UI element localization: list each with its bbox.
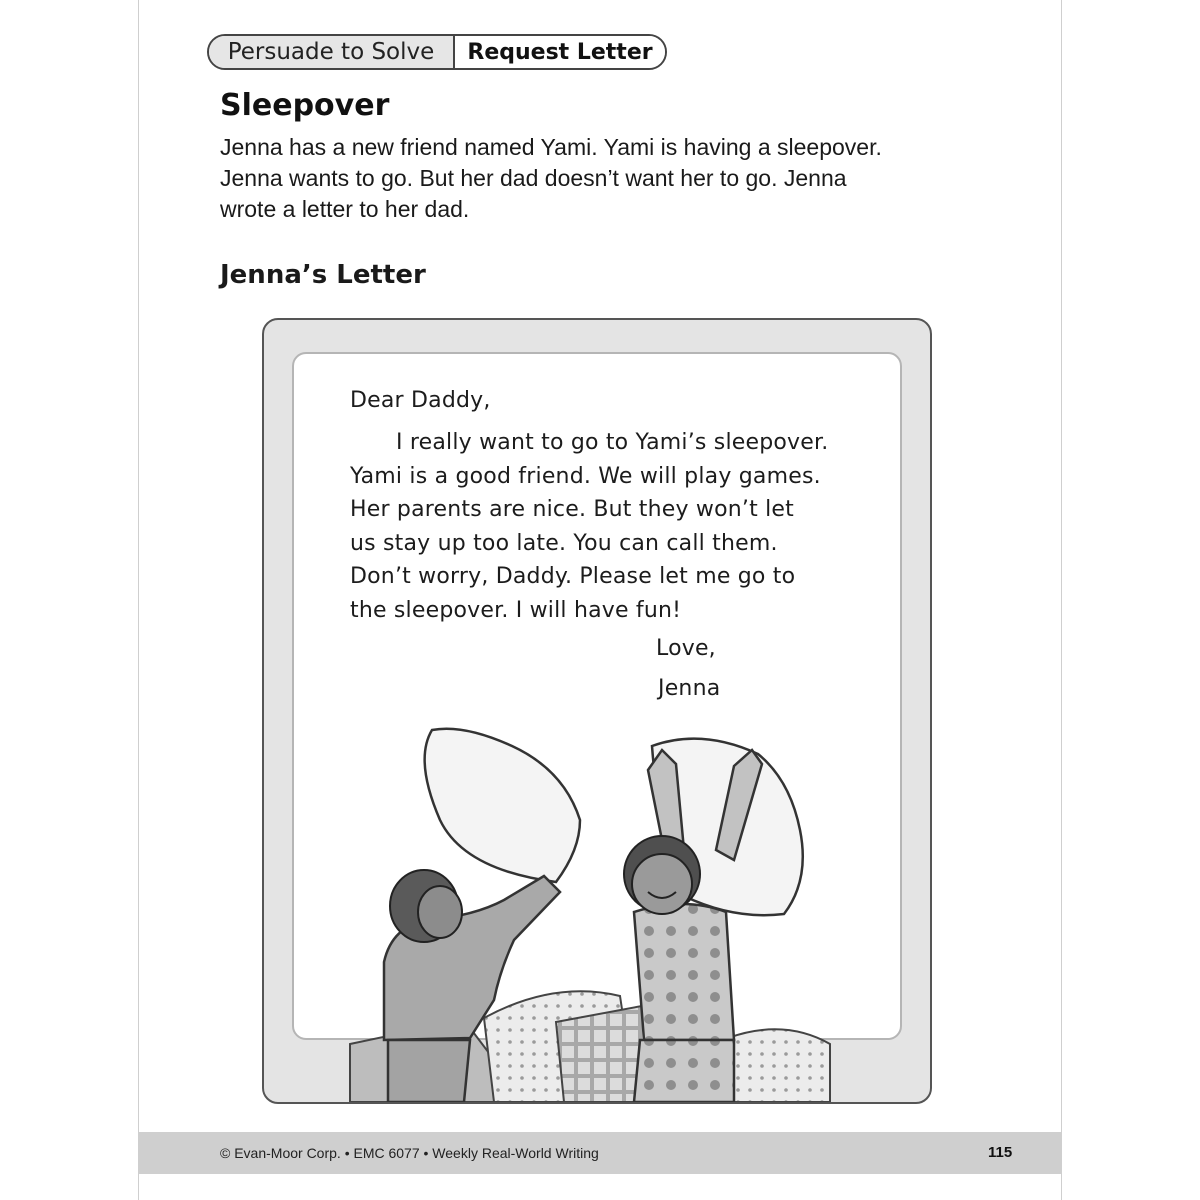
intro-line: Jenna has a new friend named Yami. Yami is having a sleepover. <box>220 134 882 160</box>
letter-closing: Love, <box>656 636 716 661</box>
page-number: 115 <box>988 1144 1013 1161</box>
category-label: Persuade to Solve <box>209 36 455 68</box>
letter-line: I really want to go to Yami’s sleepover. <box>396 430 829 455</box>
letter-line: Yami is a good friend. We will play games. <box>350 463 821 489</box>
footer-credit: © Evan-Moor Corp. • EMC 6077 • Weekly Real-World Writing <box>220 1145 599 1161</box>
intro-paragraph <box>220 132 920 225</box>
intro-line: Jenna wants to go. But her dad doesn’t want her to go. Jenna <box>220 165 847 191</box>
header-pill <box>207 34 667 70</box>
pillow-fight-illustration <box>264 700 930 1102</box>
letter-body <box>350 426 890 627</box>
letter-line: Her parents are nice. But they won’t let <box>350 497 794 522</box>
section-subtitle: Jenna’s Letter <box>220 260 426 290</box>
letter-greeting: Dear Daddy, <box>350 388 491 413</box>
letter-signature: Jenna <box>658 676 721 701</box>
intro-line: wrote a letter to her dad. <box>220 196 470 222</box>
letter-line: the sleepover. I will have fun! <box>350 597 682 623</box>
letter-type-label: Request Letter <box>455 36 665 68</box>
letter-line: us stay up too late. You can call them. <box>350 530 778 556</box>
page-title: Sleepover <box>220 88 390 123</box>
letter-line: Don’t worry, Daddy. Please let me go to <box>350 564 796 589</box>
